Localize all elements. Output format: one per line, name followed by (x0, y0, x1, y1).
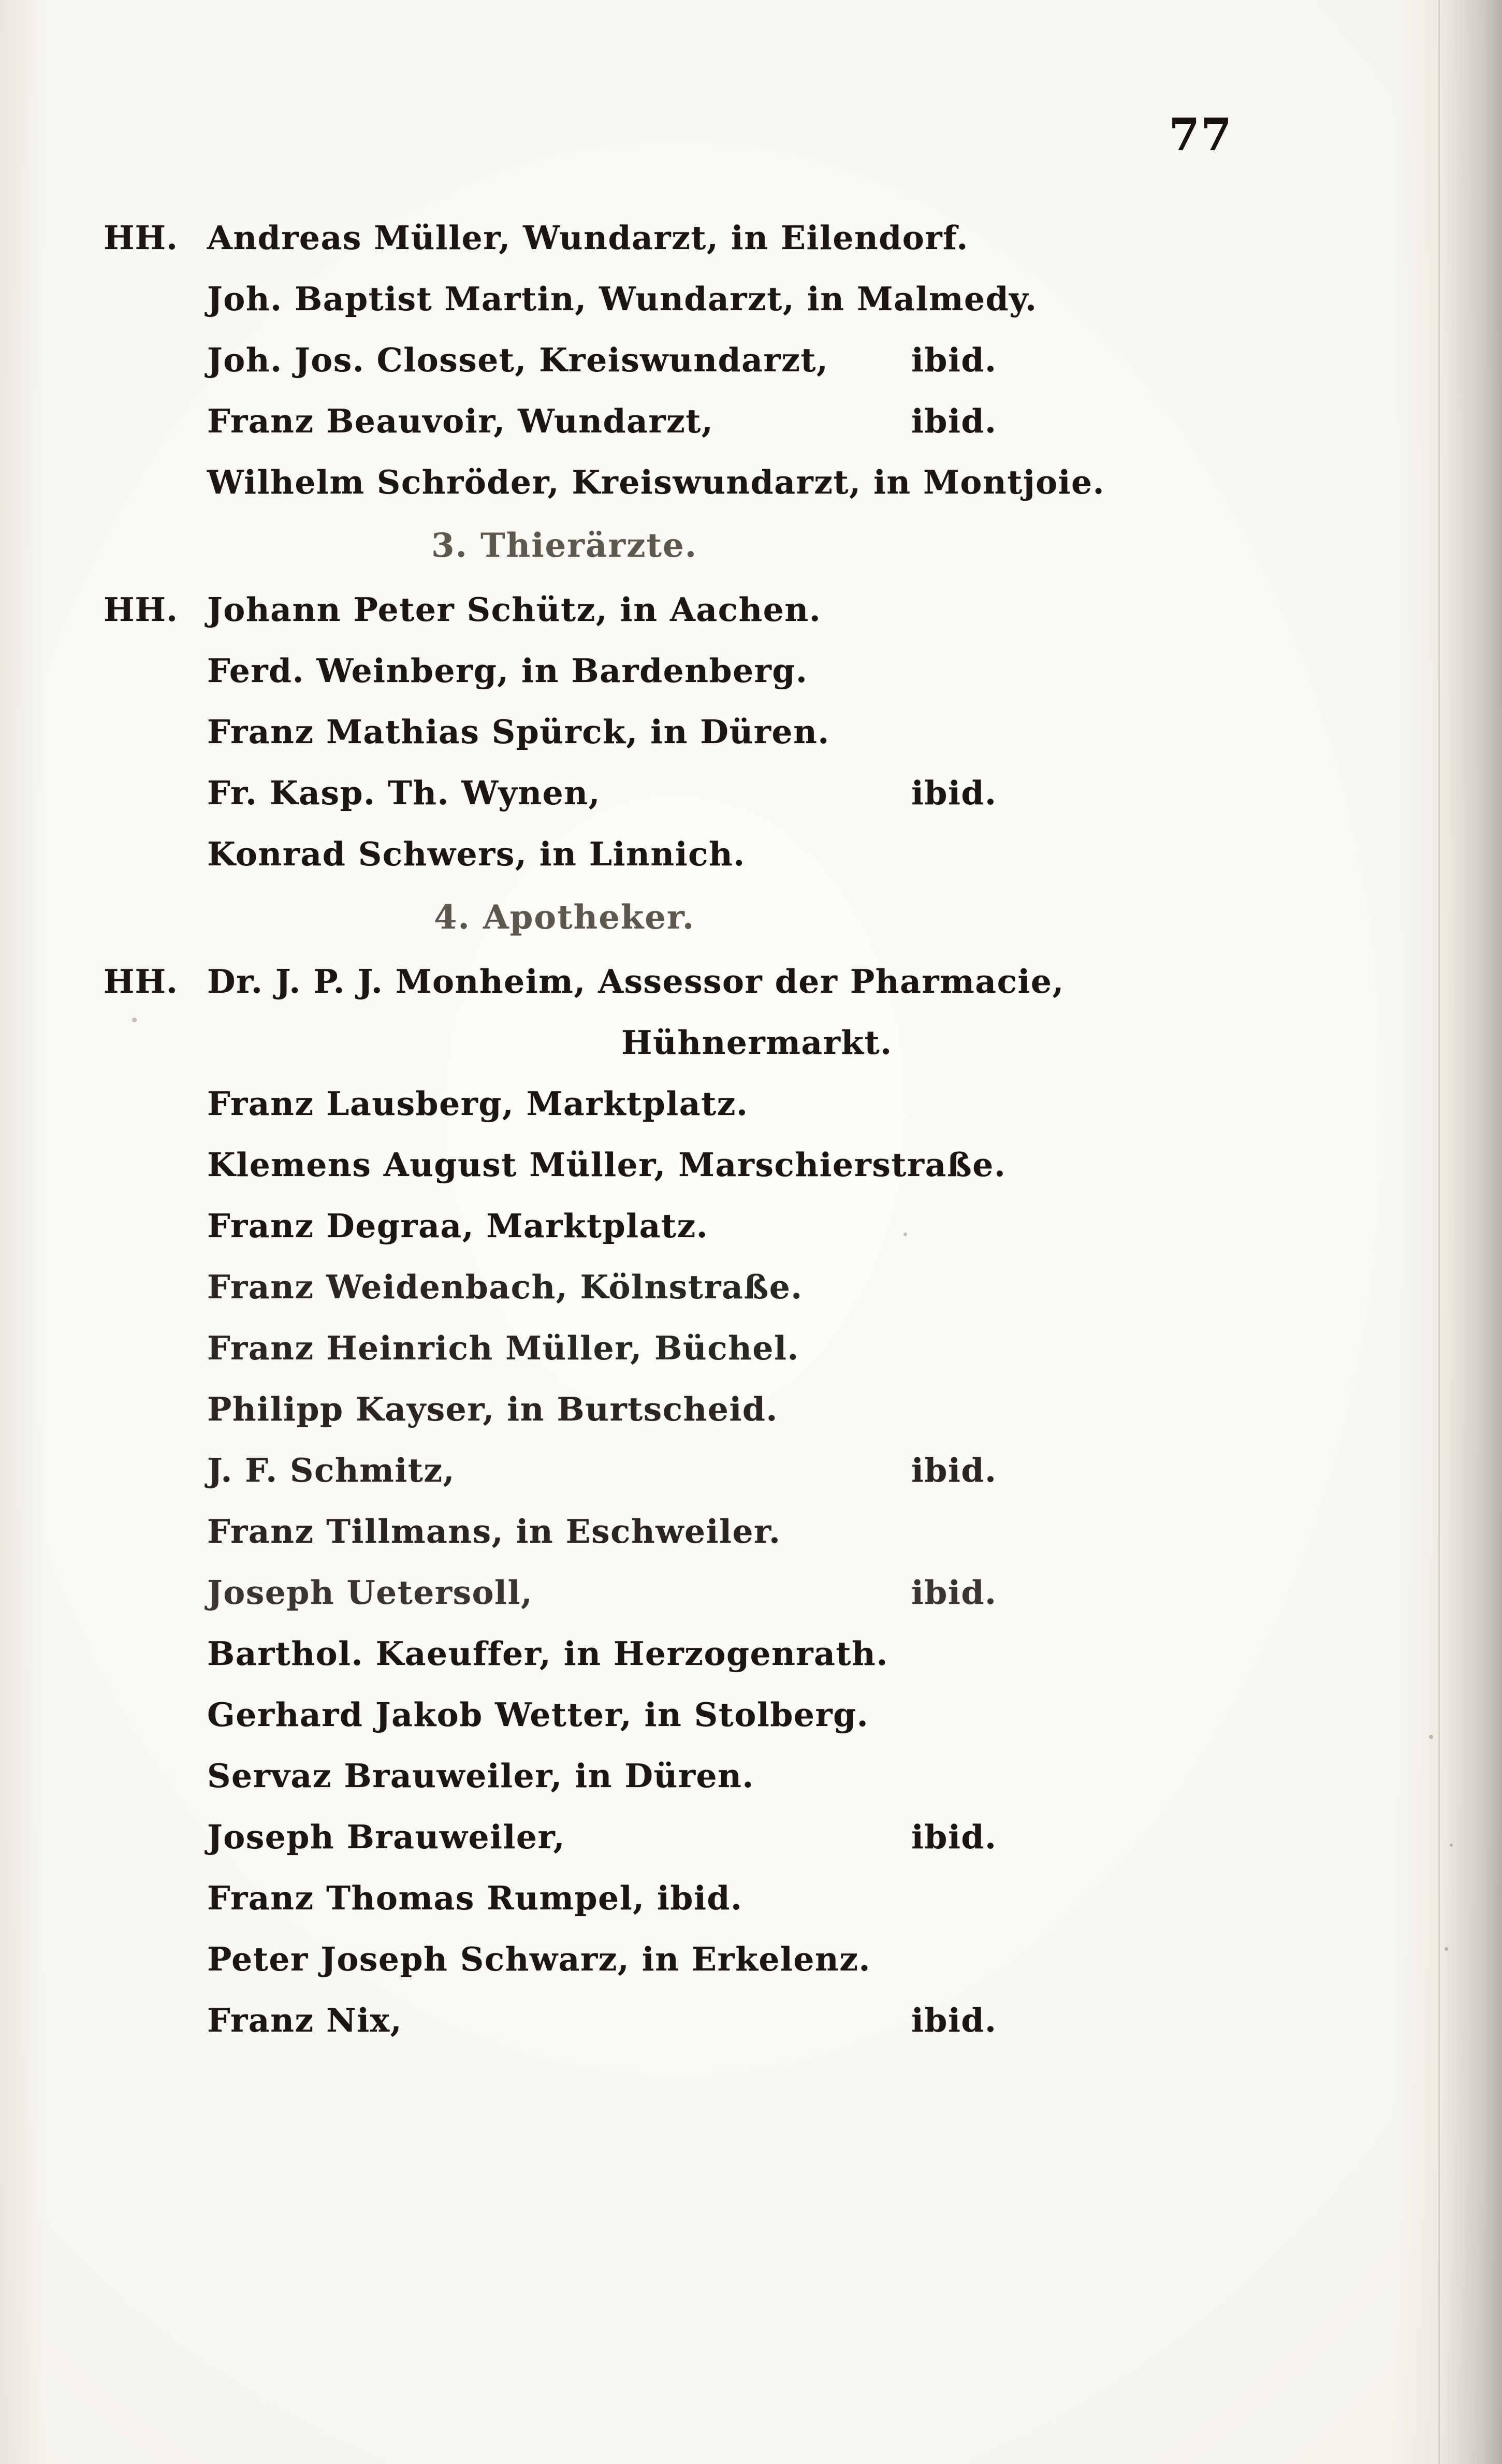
directory-text-block (104, 207, 1315, 2051)
entry-text: Johann Peter Schütz, in Aachen. (207, 590, 822, 629)
directory-entry (104, 1867, 1315, 1929)
directory-entry (104, 762, 1315, 823)
scan-speck (1445, 1947, 1448, 1951)
entry-text: Fr. Kasp. Th. Wynen, (207, 774, 601, 812)
ibid-marker: ibid. (911, 402, 997, 440)
directory-entry (104, 701, 1315, 762)
directory-entry (104, 1501, 1315, 1562)
directory-entry (104, 207, 1315, 268)
directory-entry (104, 1134, 1315, 1195)
directory-entry (104, 1929, 1315, 1990)
entry-text: Joh. Jos. Closset, Kreiswundarzt, (207, 341, 829, 379)
entry-text: Barthol. Kaeuffer, in Herzogenrath. (207, 1634, 888, 1673)
ibid-marker: ibid. (911, 1573, 997, 1612)
entry-text: Philipp Kayser, in Burtscheid. (207, 1390, 778, 1428)
directory-entry (104, 640, 1315, 701)
entry-text: Franz Nix, (207, 2001, 403, 2039)
directory-entry (104, 579, 1315, 640)
directory-entry (104, 452, 1315, 513)
scan-speck (1429, 1735, 1433, 1739)
directory-entry (104, 329, 1315, 390)
herren-marker: HH. (104, 219, 178, 257)
directory-entry (104, 1317, 1315, 1379)
ibid-marker: ibid. (911, 774, 997, 812)
directory-entry (104, 1623, 1315, 1684)
directory-entry (104, 1806, 1315, 1867)
page-number: 77 (1169, 109, 1233, 161)
directory-entry (104, 1440, 1315, 1501)
entry-text: Hühnermarkt. (621, 1023, 893, 1062)
directory-entry (104, 268, 1315, 329)
directory-entry (104, 1073, 1315, 1134)
directory-entry (104, 951, 1315, 1012)
entry-text: Klemens August Müller, Marschierstraße. (207, 1146, 1007, 1184)
entry-text: Servaz Brauweiler, in Düren. (207, 1757, 754, 1795)
directory-entry (104, 1195, 1315, 1256)
entry-text: Franz Mathias Spürck, in Düren. (207, 713, 830, 751)
entry-text: Gerhard Jakob Wetter, in Stolberg. (207, 1695, 869, 1734)
herren-marker: HH. (104, 962, 178, 1001)
directory-entry (104, 823, 1315, 885)
directory-entry (104, 1745, 1315, 1806)
section-heading: 3. Thierärzte. (431, 526, 698, 565)
entry-text: Joseph Brauweiler, (207, 1818, 566, 1856)
directory-entry (104, 1256, 1315, 1317)
directory-entry (104, 1012, 1315, 1073)
directory-entry (104, 1990, 1315, 2051)
entry-text: Franz Thomas Rumpel, ibid. (207, 1879, 743, 1917)
scan-speck (132, 1018, 137, 1022)
entry-text: Peter Joseph Schwarz, in Erkelenz. (207, 1940, 871, 1978)
entry-text: Ferd. Weinberg, in Bardenberg. (207, 651, 808, 690)
entry-text: Franz Lausberg, Marktplatz. (207, 1084, 749, 1123)
ibid-marker: ibid. (911, 341, 997, 379)
directory-entry (104, 1379, 1315, 1440)
entry-text: Franz Weidenbach, Kölnstraße. (207, 1268, 803, 1306)
entry-text: Franz Heinrich Müller, Büchel. (207, 1329, 799, 1367)
entry-text: Franz Degraa, Marktplatz. (207, 1207, 709, 1245)
entry-text: Konrad Schwers, in Linnich. (207, 835, 746, 873)
entry-text: Franz Tillmans, in Eschweiler. (207, 1512, 781, 1550)
entry-text: Franz Beauvoir, Wundarzt, (207, 402, 714, 440)
directory-entry (104, 1684, 1315, 1745)
herren-marker: HH. (104, 590, 178, 629)
entry-text: Andreas Müller, Wundarzt, in Eilendorf. (207, 219, 969, 257)
scan-speck (1450, 1844, 1453, 1847)
entry-text: Joh. Baptist Martin, Wundarzt, in Malmedy. (207, 280, 1038, 318)
scan-speck (903, 1233, 907, 1236)
ibid-marker: ibid. (911, 1818, 997, 1856)
entry-text: Wilhelm Schröder, Kreiswundarzt, in Montjoie. (207, 463, 1105, 501)
directory-entry (104, 390, 1315, 452)
entry-text: Dr. J. P. J. Monheim, Assessor der Pharmacie, (207, 962, 1064, 1001)
entry-text: J. F. Schmitz, (207, 1451, 456, 1489)
entry-text: Joseph Uetersoll, (207, 1573, 533, 1612)
ibid-marker: ibid. (911, 1451, 997, 1489)
directory-entry (104, 1562, 1315, 1623)
section-heading: 4. Apotheker. (433, 898, 695, 937)
ibid-marker: ibid. (911, 2001, 997, 2039)
